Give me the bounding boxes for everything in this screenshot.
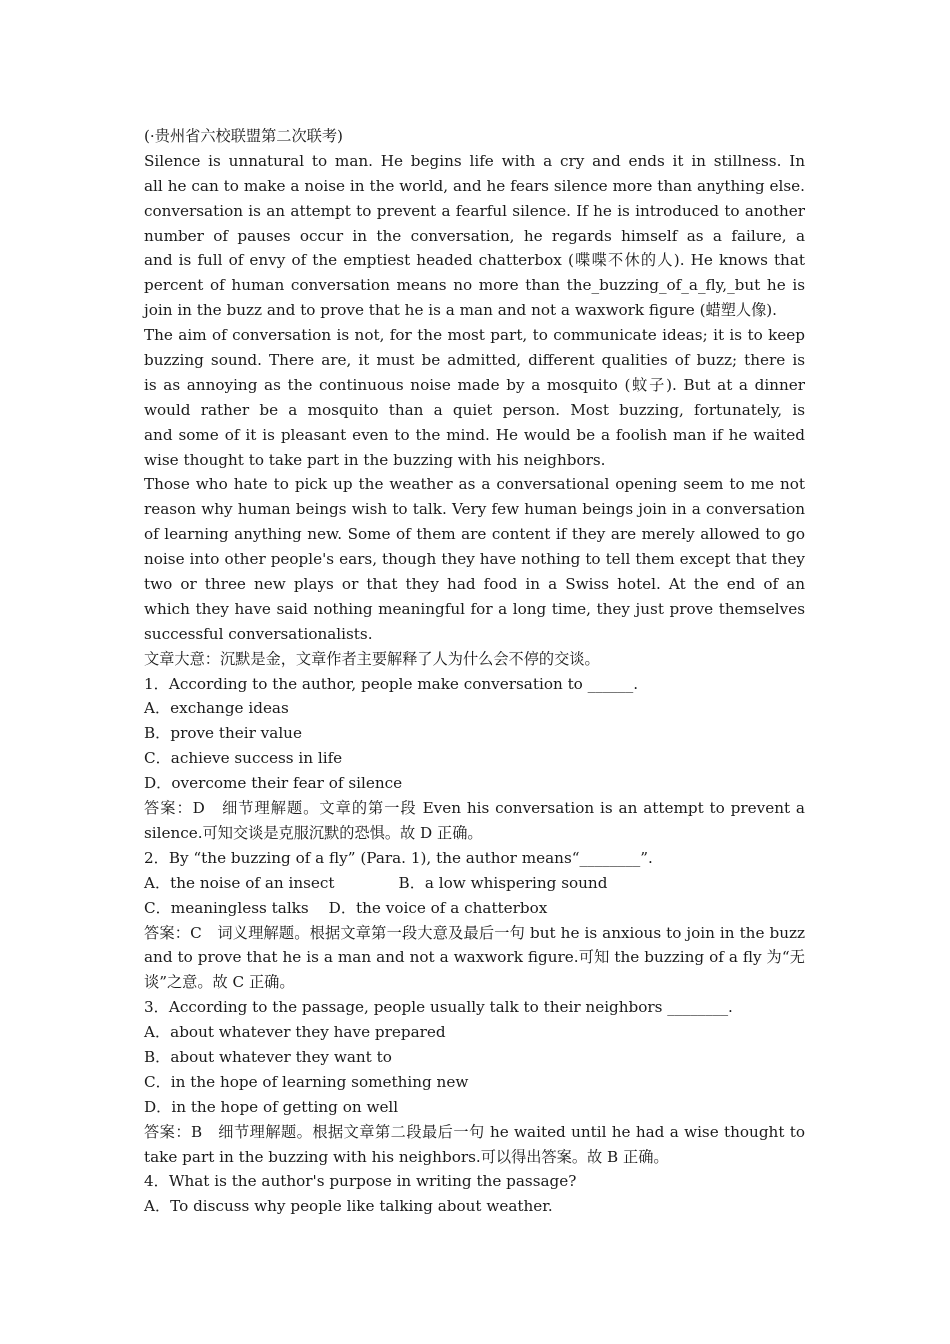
option-a: A．To discuss why people like talking about weather.	[144, 1197, 553, 1216]
question-stem: 1．According to the author, people make conversation to ______.	[144, 674, 639, 693]
passage-line: which they have said nothing meaningful for a long time, they just prove themselves	[144, 599, 805, 618]
option-b: B．about whatever they want to	[144, 1047, 392, 1066]
question-4	[144, 1169, 805, 1219]
passage-line: The aim of conversation is not, for the most part, to communicate ideas; it is to keep	[144, 326, 805, 345]
source-note: (·贵州省六校联盟第二次联考)	[144, 127, 343, 145]
passage-line: wise thought to take part in the buzzing with his neighbors.	[144, 450, 606, 469]
passage-line: percent of human conversation means no more than the_buzzing_of_a_fly,_but he is	[144, 276, 805, 295]
passage-line: successful conversationalists.	[144, 624, 373, 643]
option-c: C．in the hope of learning something new	[144, 1072, 469, 1091]
passage-line: of learning anything new. Some of them are content if they are merely allowed to go	[144, 525, 805, 544]
answer-explanation: 答案：D 细节理解题。文章的第一段 Even his conversation is an attempt to prevent a	[144, 799, 805, 818]
option-c: C．achieve success in life	[144, 749, 343, 768]
passage-line: noise into other people's ears, though they have nothing to tell them except that they	[144, 550, 805, 569]
passage-line: reason why human beings wish to talk. Very few human beings join in a conversation	[144, 500, 805, 519]
option-d: D．the voice of a chatterbox	[328, 898, 548, 917]
passage-line: Those who hate to pick up the weather as a conversational opening seem to me not	[144, 475, 805, 494]
passage-line: join in the buzz and to prove that he is a man and not a waxwork figure (蜡塑人像).	[144, 301, 778, 320]
passage-line: and some of it is pleasant even to the mind. He would be a foolish man if he waited	[144, 425, 805, 444]
question-stem: 3．According to the passage, people usually talk to their neighbors ________.	[144, 998, 733, 1017]
passage-line: all he can to make a noise in the world, and he fears silence more than anything else.	[144, 176, 805, 195]
option-a: A．exchange ideas	[144, 699, 289, 718]
question-1	[144, 672, 805, 846]
passage-line: is as annoying as the continuous noise made by a mosquito (蚊子). But at a dinner	[144, 375, 805, 394]
option-b: B．a low whispering sound	[398, 873, 608, 892]
answer-explanation: 谈”之意。故 C 正确。	[144, 973, 295, 992]
options-row-cd	[144, 896, 805, 921]
passage-line: conversation is an attempt to prevent a fearful silence. If he is introduced to another	[144, 201, 805, 220]
passage-summary: 文章大意：沉默是金，文章作者主要解释了人为什么会不停的交谈。	[144, 649, 600, 668]
answer-explanation: take part in the buzzing with his neighbors.可以得出答案。故 B 正确。	[144, 1147, 669, 1166]
option-a: A．the noise of an insect	[144, 873, 335, 892]
question-2	[144, 846, 805, 995]
option-c: C．meaningless talks	[144, 898, 309, 917]
passage-line: and is full of envy of the emptiest headed chatterbox (喋喋不休的人). He knows that	[144, 251, 805, 270]
document-body	[144, 124, 805, 1219]
question-3	[144, 995, 805, 1169]
option-d: D．overcome their fear of silence	[144, 774, 403, 793]
option-b: B．prove their value	[144, 724, 302, 743]
passage-line: would rather be a mosquito than a quiet person. Most buzzing, fortunately, is	[144, 400, 805, 419]
passage-paragraph-1	[144, 149, 805, 323]
passage-paragraph-3	[144, 472, 805, 646]
passage-paragraph-2	[144, 323, 805, 472]
answer-explanation: 答案：B 细节理解题。根据文章第二段最后一句 he waited until he had a wise thought to	[144, 1122, 805, 1141]
passage-line: buzzing sound. There are, it must be admitted, different qualities of buzz; there is	[144, 351, 805, 370]
question-stem: 2．By “the buzzing of a fly” (Para. 1), the author means“________”.	[144, 848, 653, 867]
option-d: D．in the hope of getting on well	[144, 1097, 399, 1116]
question-stem: 4．What is the author's purpose in writing the passage?	[144, 1172, 577, 1191]
option-a: A．about whatever they have prepared	[144, 1023, 446, 1042]
passage-line: Silence is unnatural to man. He begins life with a cry and ends it in stillness. In	[144, 151, 805, 170]
options-row-ab	[144, 871, 805, 896]
passage-line: two or three new plays or that they had food in a Swiss hotel. At the end of an	[144, 575, 805, 594]
answer-explanation: and to prove that he is a man and not a waxwork figure.可知 the buzzing of a fly 为“无	[144, 948, 805, 967]
passage-line: number of pauses occur in the conversation, he regards himself as a failure, a	[144, 226, 805, 245]
answer-explanation: 答案：C 词义理解题。根据文章第一段大意及最后一句 but he is anxious to join in the buzz	[144, 923, 805, 942]
answer-explanation: silence.可知交谈是克服沉默的恐惧。故 D 正确。	[144, 823, 483, 842]
